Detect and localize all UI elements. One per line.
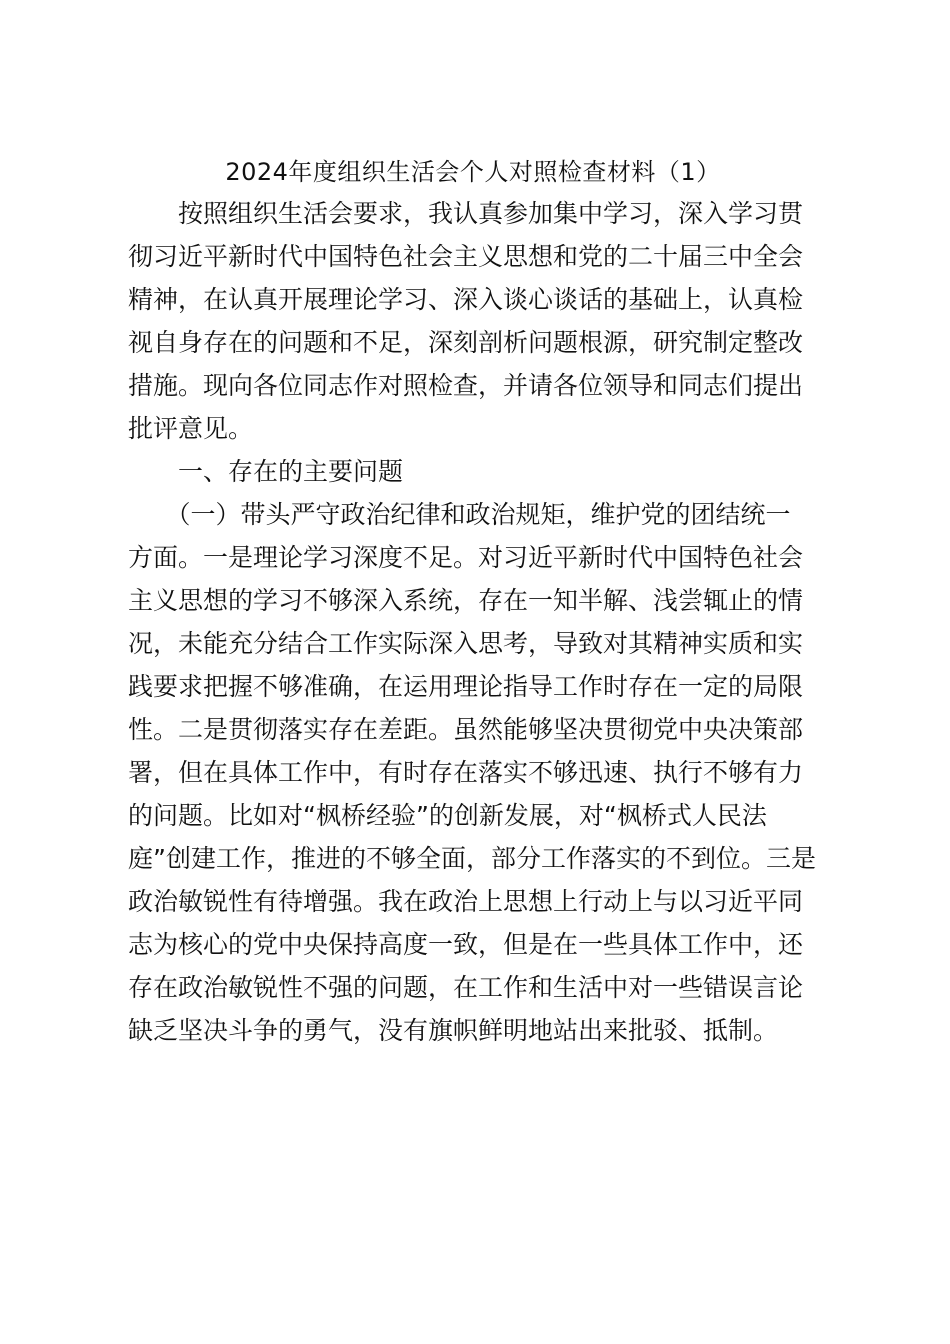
text-line: 一、存在的主要问题 — [128, 457, 404, 486]
text-line: （一）带头严守政治纪律和政治规矩，维护党的团结统一 — [128, 500, 791, 529]
text-line: 视自身存在的问题和不足，深刻剖析问题根源，研究制定整改 — [128, 328, 804, 357]
text-line: 彻习近平新时代中国特色社会主义思想和党的二十届三中全会 — [128, 242, 804, 271]
text-line: 志为核心的党中央保持高度一致，但是在一些具体工作中，还 — [128, 930, 804, 959]
text-line: 方面。一是理论学习深度不足。对习近平新时代中国特色社会 — [128, 543, 804, 572]
text-line: 措施。现向各位同志作对照检查，并请各位领导和同志们提出 — [128, 371, 804, 400]
text-line: 精神，在认真开展理论学习、深入谈心谈话的基础上，认真检 — [128, 285, 804, 314]
text-line: 践要求把握不够准确，在运用理论指导工作时存在一定的局限 — [128, 672, 804, 701]
text-line: 政治敏锐性有待增强。我在政治上思想上行动上与以习近平同 — [128, 887, 804, 916]
text-line: 按照组织生活会要求，我认真参加集中学习，深入学习贯 — [128, 199, 804, 228]
text-line: 缺乏坚决斗争的勇气，没有旗帜鲜明地站出来批驳、抵制。 — [128, 1016, 779, 1045]
text-line: 庭”创建工作，推进的不够全面，部分工作落实的不到位。三是 — [128, 844, 816, 873]
text-line: 性。二是贯彻落实存在差距。虽然能够坚决贯彻党中央决策部 — [128, 715, 804, 744]
text-line: 存在政治敏锐性不强的问题，在工作和生活中对一些错误言论 — [128, 973, 804, 1002]
text-line: 署，但在具体工作中，有时存在落实不够迅速、执行不够有力 — [128, 758, 804, 787]
text-line: 的问题。比如对“枫桥经验”的创新发展，对“枫桥式人民法 — [128, 801, 767, 830]
text-line: 批评意见。 — [128, 414, 254, 443]
document-title: 2024年度组织生活会个人对照检查材料（1） — [225, 158, 721, 186]
text-line: 主义思想的学习不够深入系统，存在一知半解、浅尝辄止的情 — [128, 586, 804, 615]
text-line: 况，未能充分结合工作实际深入思考，导致对其精神实质和实 — [128, 629, 804, 658]
